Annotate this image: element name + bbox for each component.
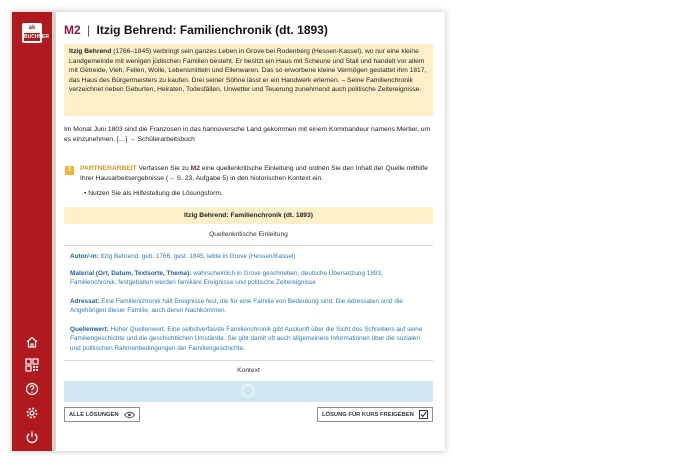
material-title: Itzig Behrend: Familienchronik (dt. 1893) <box>96 23 328 37</box>
release-solution-button[interactable] <box>317 407 433 422</box>
field-source-value <box>70 325 430 353</box>
field-material <box>70 269 430 288</box>
loading-spinner-icon <box>241 384 255 398</box>
task-text-b: eine quellenkritische Einleitung und ordnen Sie den Inhalt der Quelle mithilfe Ihrer Hausarbeitsergebnisse (→ S. 23, Aufgabe 5) in den historischen Kontext ein. <box>80 165 428 182</box>
field-value: wahrscheinlich in Grove geschrieben, deutsche Übersetzung 1893, Familienchronik, festgehalten werden familiäre Ereignisse und politische Zeitereignisse <box>70 270 383 287</box>
divider <box>64 245 433 246</box>
app-window <box>12 12 445 451</box>
show-all-solutions-label: ALLE LÖSUNGEN <box>69 411 119 418</box>
logo-line2: BUCHNER <box>24 34 49 40</box>
settings-icon[interactable] <box>23 404 41 422</box>
page-title <box>64 22 328 38</box>
task-text <box>80 164 433 183</box>
field-label: Autor/-in: <box>70 253 99 260</box>
qr-code-icon[interactable] <box>23 356 41 374</box>
eye-icon <box>124 411 135 419</box>
intro-box <box>64 44 433 116</box>
main-content <box>64 12 445 451</box>
task-number-badge: 2 <box>65 166 74 175</box>
release-solution-label: LÖSUNG FÜR KURS FREIGEBEN <box>322 411 414 418</box>
checkbox-checked-icon[interactable] <box>419 410 428 419</box>
intro-text: (1766–1845) verbringt sein ganzes Leben in Grove bei Rodenberg (Hessen-Kassel), wo nur eine kleine Landgemeinde mit wenigen jüdischen Familien besteht. Er besitzt ein Haus mit Scheune und Stall und handelt vor allem mit Getreide, Vieh, Fellen, Wolle, Lebensmitteln und Ellenwaren. Das so erworbene kleine Vermögen gestattet ihm 1817, das Haus des Bürgermeisters zu kaufen. Drei seiner Söhne lässt er ein Handwerk erlernen. – Seine Familienchronik verzeichnet neben Geburten, Heiraten, Todesfällen, Unwetter und Teuerung zunehmend auch politische Zeitereignisse. <box>69 48 427 94</box>
field-label: Quellenwert: <box>70 326 109 333</box>
task-ref: M2 <box>190 165 200 172</box>
field-value: Itzig Behrend, geb. 1766, gest. 1845, lebte in Grove (Hessen/Kassel) <box>98 253 296 260</box>
task-bullet: • Nutzen Sie als Hilfestellung die Lösungsform. <box>84 190 223 197</box>
field-author <box>70 252 430 261</box>
section-label: Quellenkritische Einleitung <box>209 231 288 238</box>
field-value: Eine Familienchronik hält Ereignisse fest, die für eine Familie von Bedeutung sind. Die Adressaten sind die Angehörigen dieser Familie, auch deren Nachkommen. <box>70 298 403 315</box>
power-icon[interactable] <box>23 428 41 446</box>
context-label: Kontext <box>237 367 260 374</box>
context-panel[interactable] <box>64 381 433 402</box>
logo-line1: ak <box>28 25 36 31</box>
intro-name: Itzig Behrend <box>69 48 112 55</box>
task-tag: PARTNERARBEIT <box>80 165 137 172</box>
help-icon[interactable] <box>23 380 41 398</box>
task-text-a: Verfassen Sie zu <box>136 165 191 172</box>
field-label: Adressat: <box>70 298 100 305</box>
home-icon[interactable] <box>23 333 41 351</box>
sidebar-divider <box>52 12 56 451</box>
solution-title: Itzig Behrend: Familienchronik (dt. 1893) <box>64 207 433 224</box>
field-value: Hoher Quellenwert. Eine selbstverfasste Familienchronik gibt Auskunft über die Sicht des Schreibers auf seine Familiengeschichte und die geschichtlichen Umstände. Sie gibt damit oft auch allgemeinere Informationen über die sozialen und politischen Rahmenbedingungen der Familiengeschichte. <box>70 326 423 352</box>
task-block <box>64 164 433 204</box>
brand-logo[interactable] <box>22 23 49 43</box>
field-label: Material (Ort, Datum, Textsorte, Thema): <box>70 270 192 277</box>
material-code: M2 <box>64 23 81 37</box>
divider <box>64 360 433 361</box>
title-separator: | <box>87 23 91 37</box>
show-all-solutions-button[interactable] <box>64 407 140 422</box>
sidebar <box>12 12 52 451</box>
source-text: Im Monat Juni 1803 sind die Franzosen in das hannoversche Land gekommen mit einem Kommandeur namens Mertier, um es einzunehmen. […] → Schülerarbeitsbuch <box>64 126 431 143</box>
field-addressee <box>70 297 430 316</box>
